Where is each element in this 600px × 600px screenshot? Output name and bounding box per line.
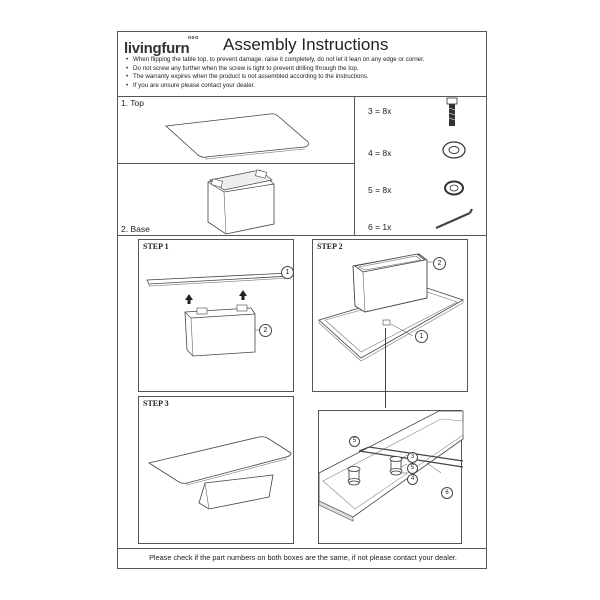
part-3-label: 3 = 8x xyxy=(368,106,392,116)
section-base-label: 2. Base xyxy=(121,224,150,234)
callout-3: 3 xyxy=(407,452,418,463)
part-6-label: 6 = 1x xyxy=(368,222,392,232)
note-item: • The warranty expires when the product is not assembled according to the instructions. xyxy=(126,73,369,81)
callout-1: 1 xyxy=(415,330,428,343)
note-item: • If you are unsure please contact your dealer. xyxy=(126,81,256,89)
step-3-title: STEP 3 xyxy=(143,399,169,408)
note-item: • Do not screw any further when the screw is tight to prevent drilling through the top. xyxy=(126,64,359,72)
parts-divider xyxy=(354,96,355,235)
callout-6: 6 xyxy=(441,487,453,499)
callout-4: 4 xyxy=(407,474,418,485)
bolt-icon xyxy=(444,98,460,128)
flat-washer-icon xyxy=(442,140,466,160)
callout-2: 2 xyxy=(433,257,446,270)
step-1-title: STEP 1 xyxy=(143,242,169,251)
step-1-illustration xyxy=(139,240,295,393)
step-1-panel xyxy=(138,239,294,392)
brand-logo xyxy=(124,35,199,57)
callout-5: 5 xyxy=(349,436,360,447)
section-top-label: 1. Top xyxy=(121,98,145,108)
footer-divider xyxy=(118,548,486,549)
allen-key-icon xyxy=(432,208,476,232)
spring-washer-icon xyxy=(444,180,464,196)
step-2-panel xyxy=(312,239,468,392)
header-divider xyxy=(118,96,486,97)
detail-connector xyxy=(385,328,386,408)
step-3-panel xyxy=(138,396,294,544)
part-5-label: 5 = 8x xyxy=(368,185,392,195)
page-title: Assembly Instructions xyxy=(223,35,389,54)
warning-notes xyxy=(126,56,486,90)
part-4-label: 4 = 8x xyxy=(368,148,392,158)
step-3-illustration xyxy=(139,397,295,545)
brand-logo-text: livingfurn xyxy=(124,40,190,57)
callout-2: 2 xyxy=(259,324,272,337)
base-illustration xyxy=(200,162,280,236)
footer-note: Please check if the part numbers on both boxes are the same, if not please contact your dealer. xyxy=(149,553,457,562)
callout-5: 5 xyxy=(407,463,418,474)
table-top-illustration xyxy=(158,104,318,160)
brand-logo-dots: ooo xyxy=(188,35,199,41)
base-divider xyxy=(118,235,486,236)
note-item: • When flipping the table top, to prevent damage, raise it completely, do not let it lean on any edge or corner. xyxy=(126,56,425,63)
bolt-detail-right xyxy=(390,457,402,476)
callout-1: 1 xyxy=(281,266,294,279)
instruction-sheet xyxy=(117,31,487,569)
step-2-title: STEP 2 xyxy=(317,242,343,251)
detail-illustration xyxy=(319,411,463,545)
bolt-detail-left xyxy=(348,467,360,486)
detail-panel xyxy=(318,410,462,544)
